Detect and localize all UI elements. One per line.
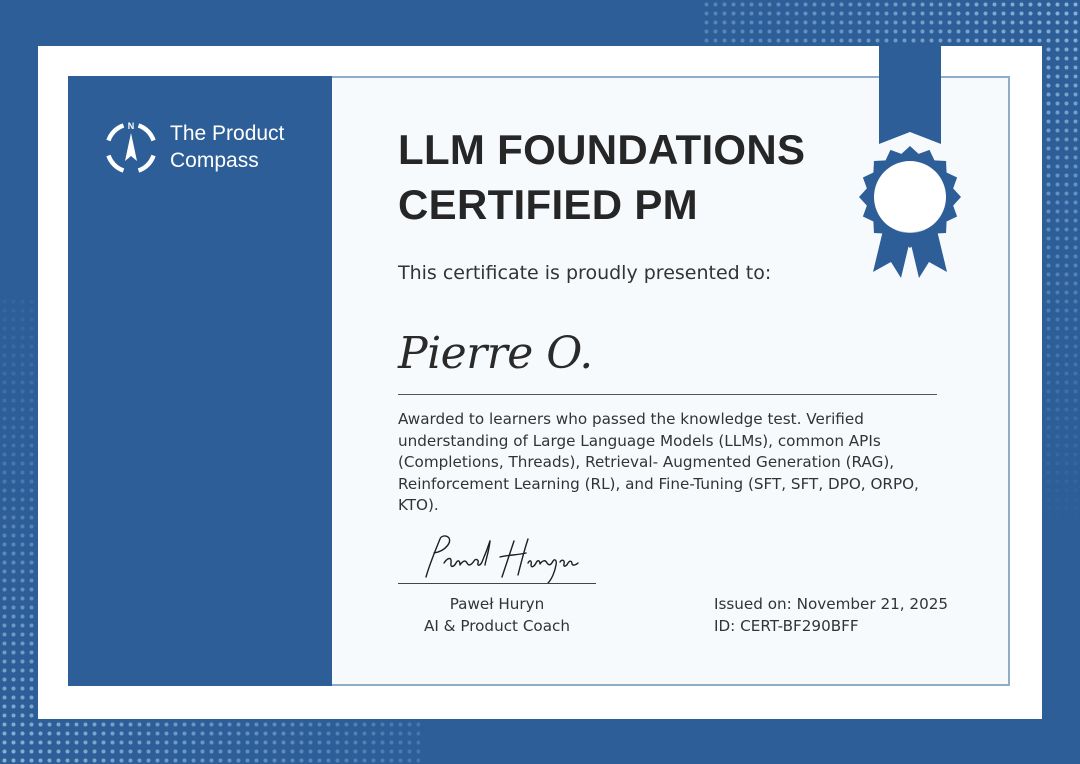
compass-icon (103, 120, 159, 176)
recipient-name: Pierre O. (398, 328, 593, 379)
certificate-description: Awarded to learners who passed the knowledge test. Verified understanding of Large Language Models (LLMs), common APIs (Completions, Threads), Retrieval- Augmented Generation (RAG), Reinforcement Learning (RL), and Fine-Tuning (SFT, SFT, DPO, ORPO, KTO). (398, 410, 919, 515)
certificate-title-line2: CERTIFIED PM (398, 181, 698, 228)
signatory-name: Paweł Huryn (449, 595, 545, 613)
presented-to-text: This certificate is proudly presented to: (398, 262, 772, 284)
award-ribbon-badge (855, 46, 965, 282)
certificate-title (398, 122, 858, 232)
issue-info (714, 593, 948, 637)
brand-name (170, 120, 320, 174)
brand-name-line1: The Product (170, 122, 285, 145)
issue-date: Issued on: November 21, 2025 (714, 595, 949, 613)
brand-name-line2: Compass (170, 149, 259, 172)
certificate-id: ID: CERT-BF290BFF (714, 617, 859, 635)
compass-north-letter: N (127, 121, 135, 131)
signature-line (398, 583, 596, 584)
certificate-title-line1: LLM FOUNDATIONS (398, 126, 806, 173)
handwritten-signature (410, 533, 585, 585)
signatory-role: AI & Product Coach (423, 617, 571, 635)
signatory-block (398, 593, 596, 637)
recipient-underline (398, 394, 937, 395)
